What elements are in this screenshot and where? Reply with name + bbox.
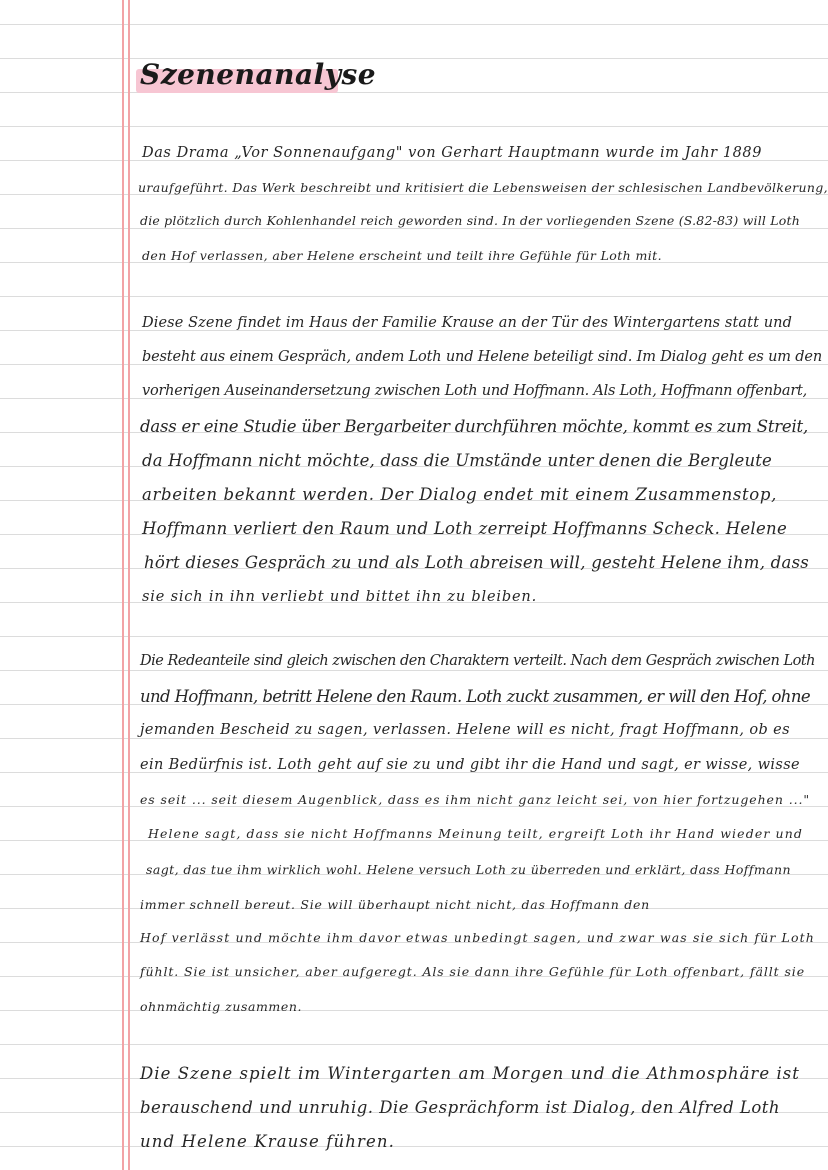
text-line: arbeiten bekannt werden. Der Dialog endet mit einem Zusammenstop, (142, 485, 777, 504)
margin-line-right (128, 0, 130, 1170)
text-line: und Hoffmann, betritt Helene den Raum. Loth zuckt zusammen, er will den Hof, ohne (140, 687, 810, 706)
text-line: ein Bedürfnis ist. Loth geht auf sie zu und gibt ihr die Hand und sagt, er wisse, wisse (140, 757, 800, 773)
text-line: Das Drama „Vor Sonnenaufgang" von Gerhart Hauptmann wurde im Jahr 1889 (142, 145, 762, 161)
text-line: Die Redeanteile sind gleich zwischen den Charaktern verteilt. Nach dem Gespräch zwischen Loth (140, 653, 815, 669)
margin-line-left (122, 0, 124, 1170)
text-line: dass er eine Studie über Bergarbeiter durchführen möchte, kommt es zum Streit, (140, 417, 808, 436)
text-line: besteht aus einem Gespräch, andem Loth und Helene beteiligt sind. Im Dialog geht es um den (142, 349, 822, 365)
text-line: da Hoffmann nicht möchte, dass die Umstände unter denen die Bergleute (142, 451, 772, 470)
page-title: Szenenanalyse (140, 58, 377, 91)
text-line: hört dieses Gespräch zu und als Loth abreisen will, gesteht Helene ihm, dass (144, 553, 809, 572)
text-line: die plötzlich durch Kohlenhandel reich geworden sind. In der vorliegenden Szene (S.82-83) will Loth (140, 213, 800, 228)
text-line: berauschend und unruhig. Die Gesprächform ist Dialog, den Alfred Loth (140, 1098, 780, 1117)
text-line: sie sich in ihn verliebt und bittet ihn zu bleiben. (142, 589, 537, 605)
text-line: vorherigen Auseinandersetzung zwischen Loth und Hoffmann. Als Loth, Hoffmann offenbart, (142, 383, 807, 399)
text-line: Helene sagt, dass sie nicht Hoffmanns Meinung teilt, ergreift Loth ihr Hand wieder und (148, 826, 803, 841)
text-line: den Hof verlassen, aber Helene erscheint und teilt ihre Gefühle für Loth mit. (142, 248, 662, 263)
text-line: sagt, das tue ihm wirklich wohl. Helene versuch Loth zu überreden und erklärt, dass Hoffmann (146, 862, 791, 877)
text-line: Die Szene spielt im Wintergarten am Morgen und die Athmosphäre ist (140, 1064, 800, 1083)
text-line: es seit ... seit diesem Augenblick, dass es ihm nicht ganz leicht sei, von hier fortzugehen ..." (140, 792, 810, 807)
text-line: Diese Szene findet im Haus der Familie Krause an der Tür des Wintergartens statt und (142, 315, 792, 331)
text-line: und Helene Krause führen. (140, 1132, 395, 1151)
text-line: fühlt. Sie ist unsicher, aber aufgeregt. Als sie dann ihre Gefühle für Loth offenbart, fällt sie (140, 964, 806, 979)
text-line: uraufgeführt. Das Werk beschreibt und kritisiert die Lebensweisen der schlesischen Landbevölkerung, (138, 180, 828, 195)
text-line: ohnmächtig zusammen. (140, 999, 302, 1014)
text-line: Hoffmann verliert den Raum und Loth zerreipt Hoffmanns Scheck. Helene (142, 519, 787, 538)
text-line: immer schnell bereut. Sie will überhaupt nicht nicht, das Hoffmann den (140, 897, 650, 912)
text-line: Hof verlässt und möchte ihm davor etwas unbedingt sagen, und zwar was sie sich für Loth (140, 930, 815, 945)
text-line: jemanden Bescheid zu sagen, verlassen. Helene will es nicht, fragt Hoffmann, ob es (140, 722, 790, 738)
title-block (140, 58, 376, 91)
